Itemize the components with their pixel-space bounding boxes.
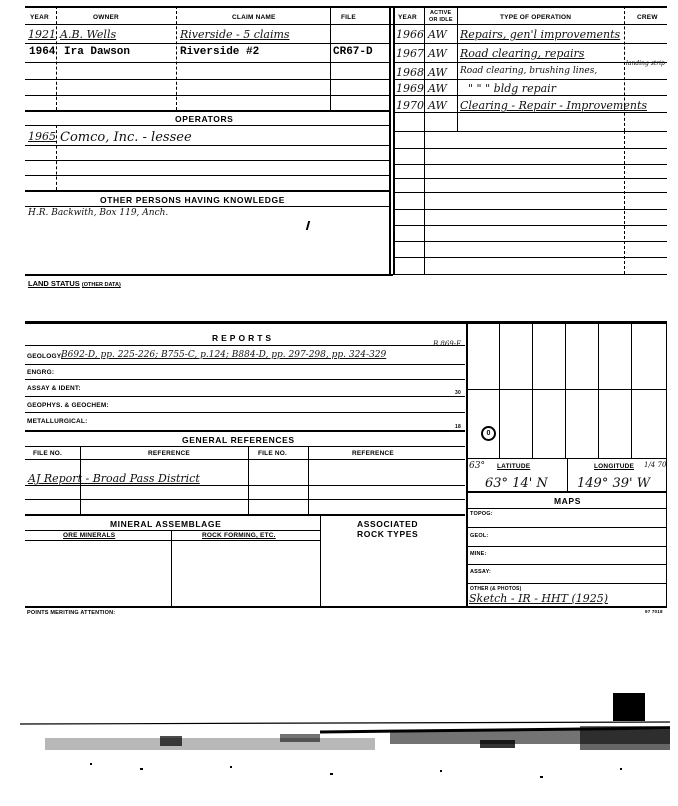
operation-row-4-status: AW [428, 82, 447, 95]
land-status-sub: (OTHER DATA) [81, 282, 121, 288]
geology-label: GEOLOGY: [27, 353, 64, 360]
operations-note: landing strip [626, 60, 665, 67]
operation-row-3-type: Road clearing, brushing lines, [460, 66, 598, 76]
land-status [28, 279, 121, 288]
black-square [613, 693, 645, 721]
owner-row-2-owner: Ira Dawson [64, 46, 131, 58]
maps-other: OTHER (& PHOTOS) [470, 586, 522, 592]
operation-row-5-year: 1970 [396, 99, 424, 112]
owner-row-2-claim: Riverside #2 [180, 46, 260, 58]
ref-col-reference: REFERENCE [148, 450, 190, 457]
maps-assay: ASSAY: [470, 569, 492, 575]
col-owner: OWNER [93, 14, 119, 21]
col-type-of-operation: TYPE OF OPERATION [500, 14, 572, 21]
geology-extra: B 869-E [433, 340, 462, 348]
engrg-label: ENGRG: [27, 369, 55, 376]
lat-prefix: 63° [469, 461, 485, 471]
operation-row-1-type: Repairs, gen'l improvements [460, 28, 621, 41]
latitude-value: 63° 14' N [485, 476, 548, 491]
maps-topog: TOPOG: [470, 511, 493, 517]
geophys-label: GEOPHYS. & GEOCHEM: [27, 402, 109, 409]
longitude-value: 149° 39' W [577, 476, 651, 491]
rock-types-label: ROCK TYPES [357, 529, 419, 539]
ref-col-file-no-2: FILE NO. [258, 450, 288, 457]
circle-mark [481, 426, 496, 441]
scan-noise [20, 718, 670, 788]
maps-mine: MINE: [470, 551, 487, 557]
operation-row-3-status: AW [428, 66, 447, 79]
operation-row-5-type: Clearing - Repair - Improvements [460, 99, 648, 112]
owner-row-2-file: CR67-D [333, 46, 373, 58]
metallurgical-num: 18 [455, 424, 461, 430]
operation-row-4-type: " " " bldg repair [468, 82, 556, 95]
geology-value: B692-D, pp. 225-226; B755-C, p.124; B884-D, pp. 297-298, pp. 324-329 [61, 350, 387, 360]
operation-row-4-year: 1969 [396, 82, 424, 95]
general-references-title: GENERAL REFERENCES [182, 435, 295, 445]
longitude-label: LONGITUDE [594, 463, 635, 470]
operation-row-1-status: AW [428, 28, 447, 41]
reports-title: REPORTS [212, 333, 275, 343]
col-crew: CREW [637, 14, 658, 21]
assay-label: ASSAY & IDENT: [27, 385, 81, 392]
heavy-rule [25, 321, 667, 324]
mineral-assemblage-title: MINERAL ASSEMBLAGE [110, 519, 222, 529]
associated-label: ASSOCIATED [357, 519, 419, 529]
circle-mark-text: 0 [486, 430, 491, 437]
operation-row-2-status: AW [428, 47, 447, 60]
form-number: 97 7018 [645, 609, 663, 614]
operation-row-2-type: Road clearing, repairs [460, 47, 585, 60]
reference-row-1: AJ Report - Broad Pass District [28, 472, 200, 485]
latitude-label: LATITUDE [497, 463, 531, 470]
ref-col-file-no: FILE NO. [33, 450, 63, 457]
operator-row-1-year: 1965 [28, 130, 56, 143]
col-year-2: YEAR [398, 14, 417, 21]
operators-title: OPERATORS [175, 114, 234, 124]
owner-row-1-year: 1921 [28, 28, 56, 41]
land-status-label: LAND STATUS [28, 279, 80, 288]
longitude-extra: 1/4 70 [644, 461, 667, 469]
maps-other-value: Sketch - IR - HHT (1925) [469, 592, 609, 605]
rock-forming-label: ROCK FORMING, ETC. [202, 532, 276, 539]
operation-row-3-year: 1968 [396, 66, 424, 79]
operation-row-5-status: AW [428, 99, 447, 112]
col-claim-name: CLAIM NAME [232, 14, 276, 21]
points-meriting-attention: POINTS MERITING ATTENTION: [27, 610, 116, 616]
operator-row-1-name: Comco, Inc. - lessee [60, 130, 192, 145]
owner-row-1-claim: Riverside - 5 claims [180, 28, 290, 41]
metallurgical-label: METALLURGICAL: [27, 418, 88, 425]
ore-minerals-label: ORE MINERALS [63, 532, 116, 539]
maps-geol: GEOL: [470, 533, 489, 539]
operation-row-1-year: 1966 [396, 28, 424, 41]
col-active: ACTIVE [430, 10, 452, 16]
owner-row-2-year: 1964 [29, 46, 56, 58]
other-persons-title: OTHER PERSONS HAVING KNOWLEDGE [100, 195, 286, 205]
col-active-2: OR IDLE [429, 17, 453, 23]
maps-title: MAPS [554, 496, 581, 506]
operation-row-2-year: 1967 [396, 47, 424, 60]
assay-num: 30 [455, 390, 461, 396]
stray-mark [306, 221, 310, 230]
col-year: YEAR [30, 14, 49, 21]
ref-col-reference-2: REFERENCE [352, 450, 394, 457]
owner-row-1-owner: A.B. Wells [60, 28, 117, 41]
col-file: FILE [341, 14, 356, 21]
other-person-1: H.R. Backwith, Box 119, Anch. [28, 208, 169, 218]
